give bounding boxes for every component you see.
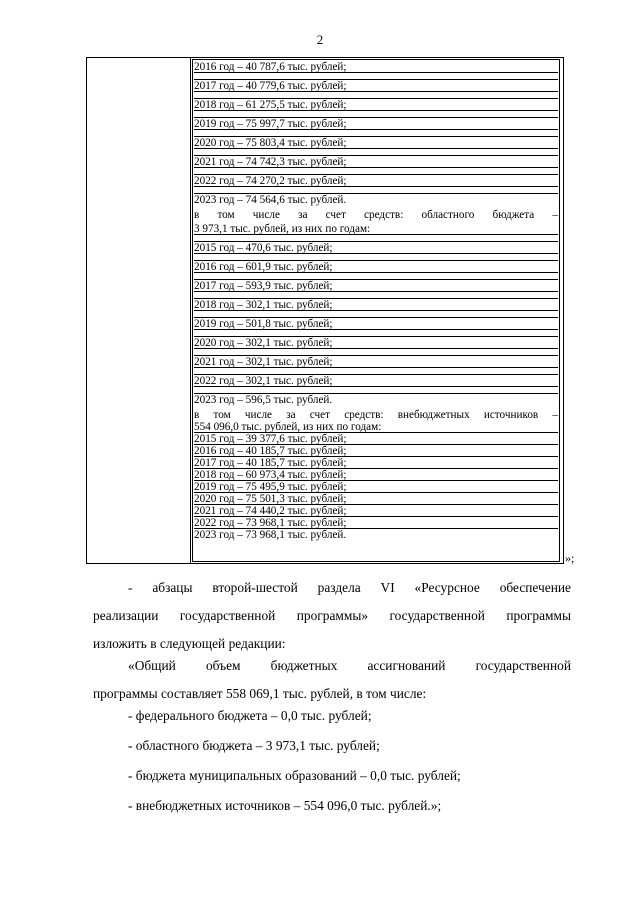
table-line: 2022 год – 73 968,1 тыс. рублей; [194,517,558,529]
table-line: 2018 год – 302,1 тыс. рублей; [194,299,558,311]
table-line: в том числе за счет средств: областного бюджета – [194,209,558,221]
table-line: 2021 год – 74 440,2 тыс. рублей; [194,505,558,517]
page-number: 2 [316,32,324,47]
paragraph-line: «Общий объем бюджетных ассигнований государственной [128,658,571,673]
budget-item: - областного бюджета – 3 973,1 тыс. рублей; [128,738,380,753]
table-closing-mark: »; [565,551,575,565]
budget-items-list [93,706,571,816]
table-line: в том числе за счет средств: внебюджетных источников – [194,409,558,421]
table-line: 2023 год – 74 564,6 тыс. рублей. [194,194,347,206]
table-line: 2020 год – 302,1 тыс. рублей; [194,337,558,349]
quoted-paragraph [93,656,571,704]
table-line: 2017 год – 40 779,6 тыс. рублей; [194,80,558,92]
paragraph-line: - абзацы второй-шестой раздела VI «Ресурсное обеспечение [128,580,571,595]
table-line: 2022 год – 74 270,2 тыс. рублей; [194,175,558,187]
table-line: 2017 год – 40 185,7 тыс. рублей; [194,457,558,469]
table-line: 2021 год – 302,1 тыс. рублей; [194,356,558,368]
table-line: 2023 год – 73 968,1 тыс. рублей. [194,529,347,541]
table-line: 2020 год – 75 501,3 тыс. рублей; [194,493,558,505]
table-value-lines [194,61,558,541]
budget-item: - бюджета муниципальных образований – 0,0 тыс. рублей; [128,768,461,783]
table-line: 2015 год – 39 377,6 тыс. рублей; [194,433,558,445]
table-line: 2019 год – 501,8 тыс. рублей; [194,318,558,330]
budget-item: - федерального бюджета – 0,0 тыс. рублей; [128,708,372,723]
paragraph-line: программы составляет 558 069,1 тыс. рублей, в том числе: [93,686,427,701]
table-line: 554 096,0 тыс. рублей, из них по годам: [194,421,558,433]
paragraph-line: изложить в следующей редакции: [93,636,286,651]
table-line: 2018 год – 61 275,5 тыс. рублей; [194,99,558,111]
table-line: 2018 год – 60 973,4 тыс. рублей; [194,469,558,481]
table-line: 2019 год – 75 495,9 тыс. рублей; [194,481,558,493]
paragraph-line: реализации государственной программы» государственной программы [93,608,571,623]
table-line: 2023 год – 596,5 тыс. рублей. [194,394,333,406]
budget-item: - внебюджетных источников – 554 096,0 тыс. рублей.»; [128,798,442,813]
table-line: 2021 год – 74 742,3 тыс. рублей; [194,156,558,168]
table-line: 2020 год – 75 803,4 тыс. рублей; [194,137,558,149]
table-column-divider [190,57,191,564]
table-line: 2019 год – 75 997,7 тыс. рублей; [194,118,558,130]
table-line: 2017 год – 593,9 тыс. рублей; [194,280,558,292]
table-line: 3 973,1 тыс. рублей, из них по годам: [194,223,558,235]
amendment-paragraph [93,578,571,654]
table-line: 2016 год – 40 787,6 тыс. рублей; [194,61,558,73]
table-line: 2022 год – 302,1 тыс. рублей; [194,375,558,387]
table-line: 2016 год – 40 185,7 тыс. рублей; [194,445,558,457]
table-line: 2015 год – 470,6 тыс. рублей; [194,242,558,254]
table-line: 2016 год – 601,9 тыс. рублей; [194,261,558,273]
